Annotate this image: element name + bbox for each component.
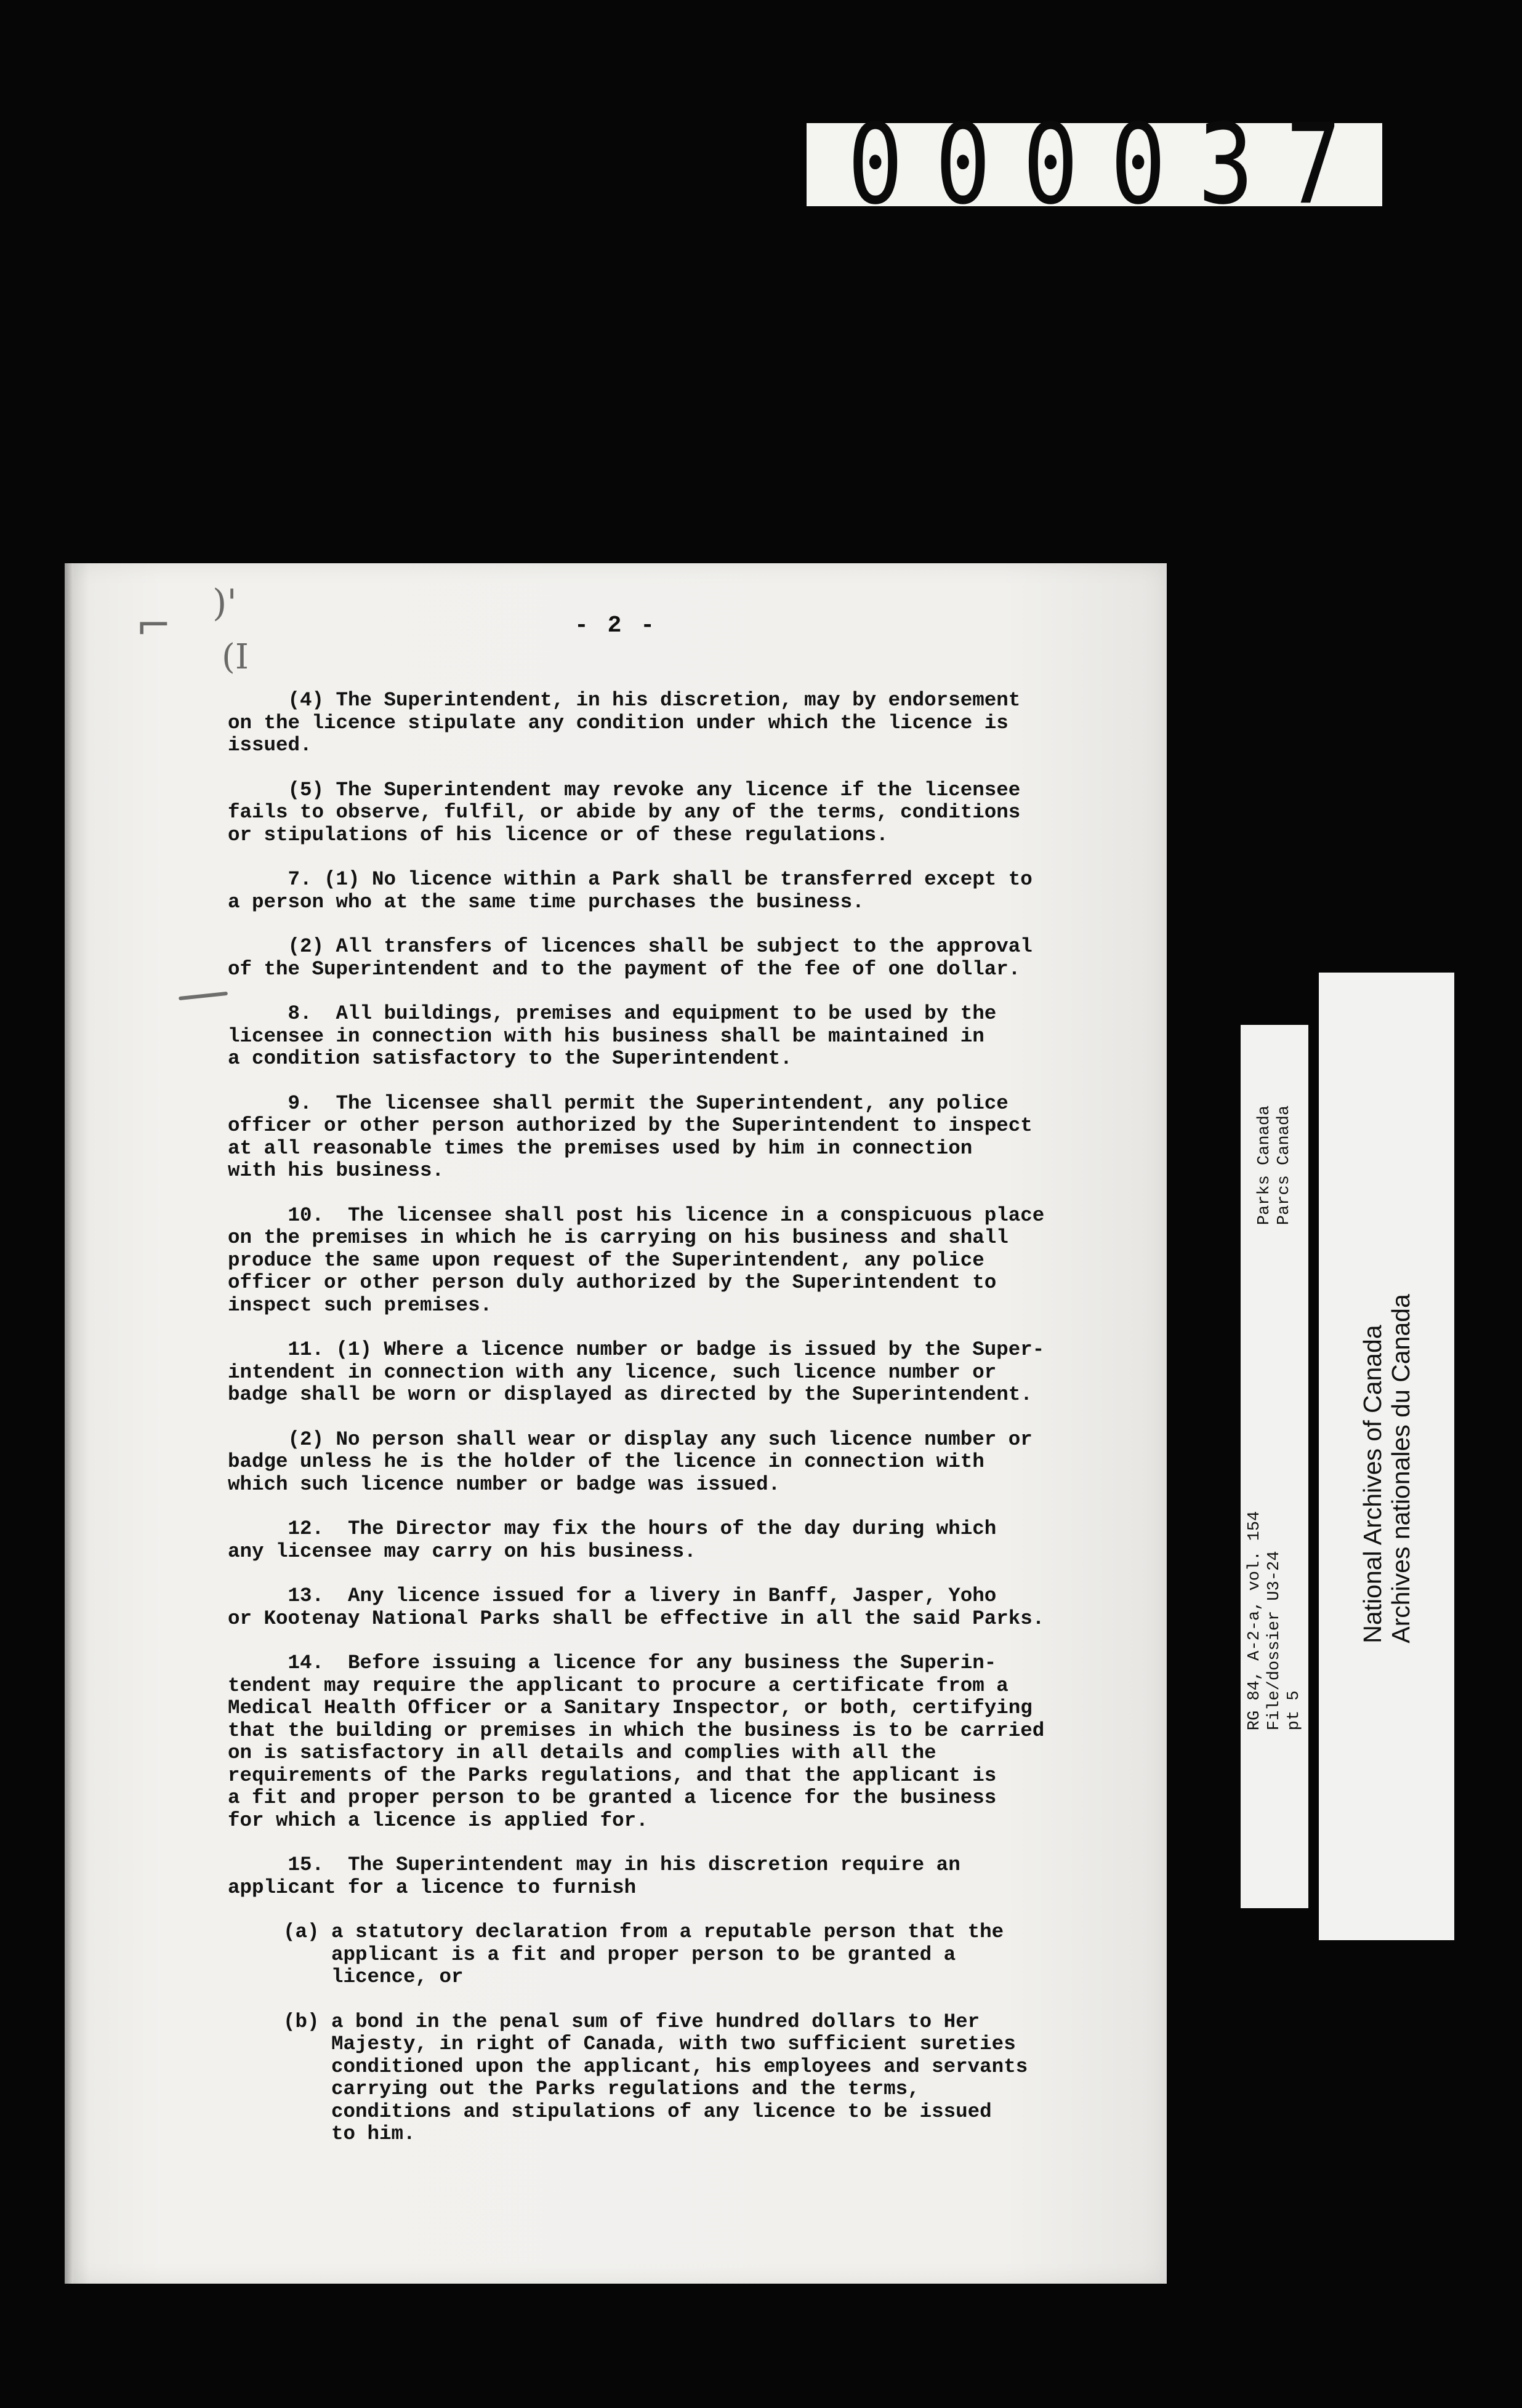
paragraph-p5: (5) The Superintendent may revoke any licence if the licensee fails to observe, fulfil, or abide by any of the terms, conditions or stipulations of his licence or of these regulations. bbox=[228, 778, 1021, 846]
paragraph-s15b: (b) a bond in the penal sum of five hundred dollars to Her Majesty, in right of Canada, with two sufficient sureties conditioned upon the applicant, his employees and servants carrying out the Parks regulations and the terms, conditions and stipulations of any licence to be issued to him. bbox=[283, 2010, 1028, 2145]
document-page bbox=[65, 563, 1167, 2284]
reference-lines: RG 84, A-2-a, vol. 154 File/dossier U3-24 pt 5 bbox=[1246, 1511, 1303, 1730]
paragraph-s7-2: (2) All transfers of licences shall be subject to the approval of the Superintendent and to the payment of the fee of one dollar. bbox=[228, 935, 1033, 981]
paragraph-s15: 15. The Superintendent may in his discretion require an applicant for a licence to furnish bbox=[228, 1853, 960, 1899]
archival-reference-stamp bbox=[1241, 1025, 1308, 1908]
paragraph-s13: 13. Any licence issued for a livery in Banff, Jasper, Yoho or Kootenay National Parks shall be effective in all the said Parks. bbox=[228, 1584, 1045, 1630]
paragraph-s7-1: 7. (1) No licence within a Park shall be transferred except to a person who at the same time purchases the business. bbox=[228, 868, 1033, 913]
agency-lines: Parks Canada Parcs Canada bbox=[1255, 1105, 1294, 1225]
agency-text bbox=[1255, 1105, 1294, 1224]
archival-reference-text bbox=[1245, 1511, 1304, 1730]
paragraph-s12: 12. The Director may fix the hours of the day during which any licensee may carry on his business. bbox=[228, 1517, 997, 1563]
paragraph-s9: 9. The licensee shall permit the Superintendent, any police officer or other person authorized by the Superintendent to inspect at all reasonable times the premises used by him in connection with his business. bbox=[228, 1091, 1033, 1182]
paragraph-s14: 14. Before issuing a licence for any business the Superin- tendent may require the applicant to procure a certificate from a Medical Health Officer or a Sanitary Inspector, or both, certifying that the building or premises in which the business is to be carried on is satisfactory in all details and complies with all the requirements of the Parks regulations, and that the applicant is a fit and proper person to be granted a licence for the business for which a licence is applied for. bbox=[228, 1651, 1045, 1832]
national-archives-text bbox=[1358, 1294, 1415, 1643]
frame-number-label bbox=[807, 100, 1382, 229]
paragraph-s10: 10. The licensee shall post his licence in a conspicuous place on the premises in which he is carrying on his business and shall produce the same upon request of the Superintendent, any police officer or other person duly authorized by the Superintendent to inspect such premises. bbox=[228, 1203, 1045, 1317]
margin-handwriting-mark-icon: )' bbox=[212, 582, 237, 625]
paragraph-s8: 8. All buildings, premises and equipment to be used by the licensee in connection with his business shall be maintained in a condition satisfactory to the Superintendent. bbox=[228, 1002, 997, 1070]
frame-number-text: 000037 bbox=[847, 100, 1374, 229]
margin-mark-icon: ⌐ bbox=[135, 600, 172, 651]
page-number: - 2 - bbox=[574, 612, 658, 639]
paragraph-s15a: (a) a statutory declaration from a reputable person that the applicant is a fit and proper person to be granted a licence, or bbox=[283, 1920, 1004, 1988]
paragraph-s11-2: (2) No person shall wear or display any such licence number or badge unless he is the holder of the licence in connection with which such licence number or badge was issued. bbox=[228, 1427, 1033, 1496]
document-body bbox=[228, 689, 1225, 2168]
paragraph-s11-1: 11. (1) Where a licence number or badge is issued by the Super- intendent in connection with any licence, such licence number or badge shall be worn or displayed as directed by the Superintendent. bbox=[228, 1338, 1045, 1406]
page-edge-shadow bbox=[65, 563, 73, 2284]
pen-stroke-mark bbox=[179, 992, 228, 1000]
institution-lines: National Archives of Canada Archives nationales du Canada bbox=[1358, 1294, 1415, 1643]
paragraph-p4: (4) The Superintendent, in his discretion, may by endorsement on the licence stipulate any condition under which the licence is issued. bbox=[228, 689, 1021, 757]
national-archives-stamp bbox=[1319, 973, 1454, 1940]
margin-handwriting-mark-icon: (I bbox=[222, 637, 249, 677]
